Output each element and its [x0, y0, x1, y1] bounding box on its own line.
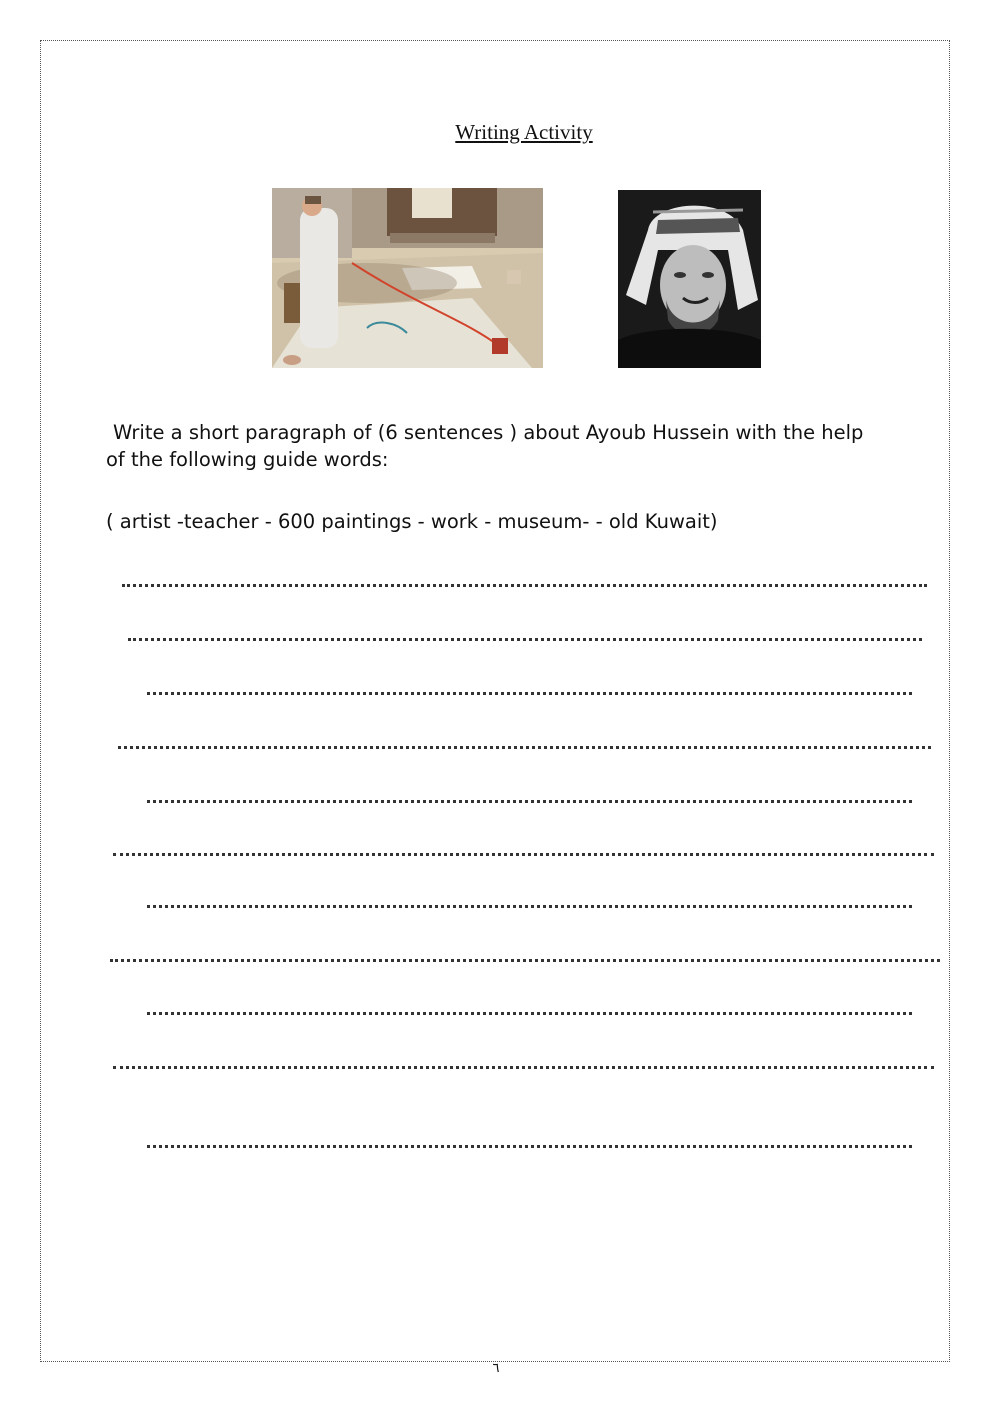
portrait-image: [618, 190, 761, 368]
title-text: Writing Activity: [455, 120, 593, 144]
writing-line: [113, 839, 934, 856]
writing-line: [128, 624, 922, 641]
page-number: ٦: [492, 1361, 500, 1376]
writing-line: [118, 732, 931, 749]
instruction-line-1: Write a short paragraph of (6 sentences ) about Ayoub Hussein with the help: [113, 421, 864, 444]
instruction-line-2: of the following guide words:: [106, 448, 389, 471]
writing-line: [147, 891, 912, 908]
writing-line: [110, 945, 940, 962]
page-title: [0, 120, 992, 145]
guide-words: ( artist -teacher - 600 paintings - work - museum- - old Kuwait): [106, 510, 718, 533]
writing-line: [122, 570, 927, 587]
writing-line: [147, 998, 912, 1015]
writing-line: [147, 786, 912, 803]
writing-line: [147, 678, 912, 695]
writing-line: [147, 1131, 912, 1148]
painting-image: [272, 188, 543, 368]
writing-line: [113, 1052, 934, 1069]
instruction-text: [106, 419, 926, 473]
